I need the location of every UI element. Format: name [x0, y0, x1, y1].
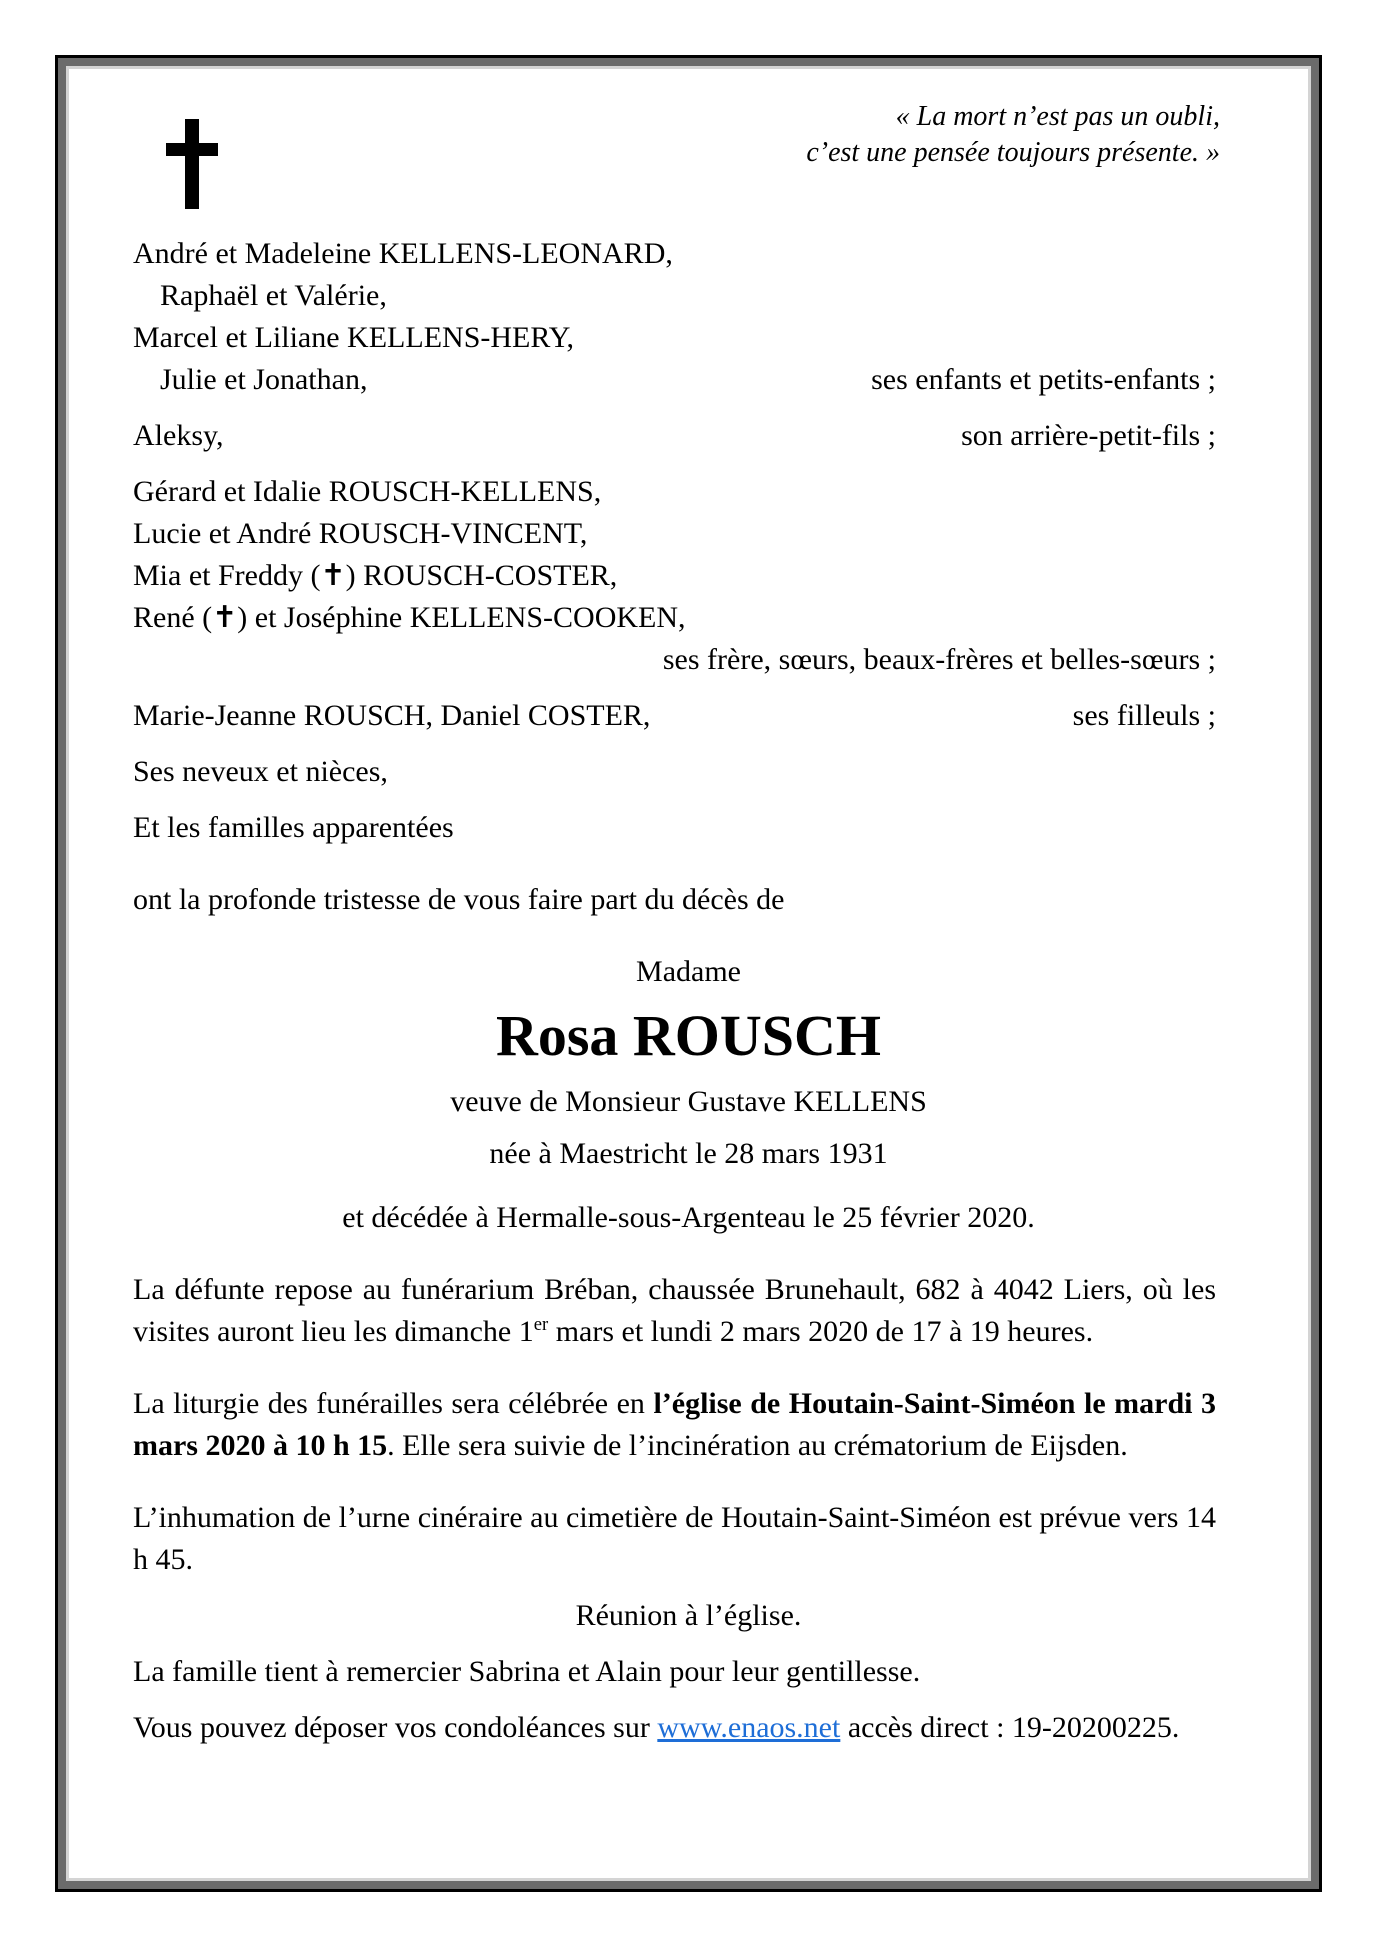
family-line: [133, 415, 1216, 457]
enaos-link[interactable]: www.enaos.net: [657, 1711, 841, 1744]
decorative-frame: [55, 55, 1322, 1892]
family-line: [133, 233, 1216, 275]
family-name: Mia et Freddy (✝) ROUSCH-COSTER,: [133, 559, 618, 592]
liturgy-bold-text: l’église de Houtain-Saint-Siméon le mardi 3 mars 2020 à 10 h 15: [133, 1387, 1216, 1462]
family-name: Gérard et Idalie ROUSCH-KELLENS,: [133, 475, 602, 508]
relation-label: ses enfants et petits-enfants ;: [871, 363, 1216, 396]
repose-paragraph: [133, 1269, 1216, 1353]
thanks-line: La famille tient à remercier Sabrina et Alain pour leur gentillesse.: [133, 1655, 921, 1688]
family-name: André et Madeleine KELLENS-LEONARD,: [133, 237, 673, 270]
siblings-block: [133, 471, 1216, 681]
frame-gray-band: [58, 58, 1319, 1889]
godchildren-block: [133, 695, 1216, 737]
family-name: Marcel et Liliane KELLENS-HERY,: [133, 321, 575, 354]
greatgrandson-block: [133, 415, 1216, 457]
nephews-line: Ses neveux et nièces,: [133, 755, 388, 788]
condolences-line: [133, 1707, 1216, 1749]
liturgy-paragraph: [133, 1383, 1216, 1467]
announcement-line: ont la profonde tristesse de vous faire part du décès de: [133, 883, 785, 916]
family-line: [133, 317, 1216, 359]
death-line: et décédée à Hermalle-sous-Argenteau le 25 février 2020.: [342, 1201, 1035, 1234]
family-name: Julie et Jonathan,: [160, 363, 368, 396]
condolences-text-2: accès direct : 19-20200225.: [840, 1711, 1180, 1744]
family-line: [133, 695, 1216, 737]
quote-line-1: « La mort n’est pas un oubli,: [895, 101, 1220, 132]
family-name: René (✝) et Joséphine KELLENS-COOKEN,: [133, 601, 686, 634]
relation-label: ses frère, sœurs, beaux-frères et belles-sœurs ;: [662, 643, 1216, 676]
relation-label: ses filleuls ;: [1072, 699, 1216, 732]
ordinal-superscript: er: [533, 1314, 549, 1335]
family-line: [133, 275, 1216, 317]
latin-cross-icon: [166, 119, 218, 209]
family-line: [133, 555, 1216, 597]
family-name: Raphaël et Valérie,: [160, 279, 387, 312]
family-line: [133, 513, 1216, 555]
inhumation-paragraph: L’inhumation de l’urne cinéraire au cimetière de Houtain-Saint-Siméon est prévue vers 14 h 45.: [133, 1501, 1216, 1576]
deceased-name: Rosa ROUSCH: [495, 1003, 882, 1068]
repose-text-2: mars et lundi 2 mars 2020 de 17 à 19 heures.: [548, 1315, 1094, 1348]
frame-inner-line: [66, 66, 1311, 1881]
card-header: [133, 99, 1220, 209]
widow-line: veuve de Monsieur Gustave KELLENS: [450, 1085, 927, 1118]
quote-line-2: c’est une pensée toujours présente. »: [806, 137, 1220, 168]
families-line: Et les familles apparentées: [133, 811, 454, 844]
liturgy-text-1: La liturgie des funérailles sera célébrée en: [133, 1387, 654, 1420]
family-line: [133, 359, 1216, 401]
family-name: Marie-Jeanne ROUSCH, Daniel COSTER,: [133, 699, 651, 732]
repose-text-1: La défunte repose au funérarium Bréban, chaussée Brunehault, 682 à 4042 Liers, où les visites auront lieu les dimanche 1: [133, 1273, 1216, 1348]
relation-label: son arrière-petit-fils ;: [961, 419, 1216, 452]
condolences-text-1: Vous pouvez déposer vos condoléances sur: [133, 1711, 658, 1744]
children-block: [133, 233, 1216, 401]
family-name: Lucie et André ROUSCH-VINCENT,: [133, 517, 588, 550]
family-line: [133, 471, 1216, 513]
deceased-title: Madame: [636, 955, 741, 988]
epigraph-quote: [806, 99, 1220, 171]
reunion-line: Réunion à l’église.: [575, 1599, 802, 1632]
liturgy-text-2: . Elle sera suivie de l’incinération au crématorium de Eijsden.: [387, 1429, 1128, 1462]
birth-line: née à Maestricht le 28 mars 1931: [489, 1137, 888, 1170]
family-line: [133, 597, 1216, 639]
memorial-card-content: [69, 69, 1308, 1878]
family-name: Aleksy,: [133, 419, 224, 452]
